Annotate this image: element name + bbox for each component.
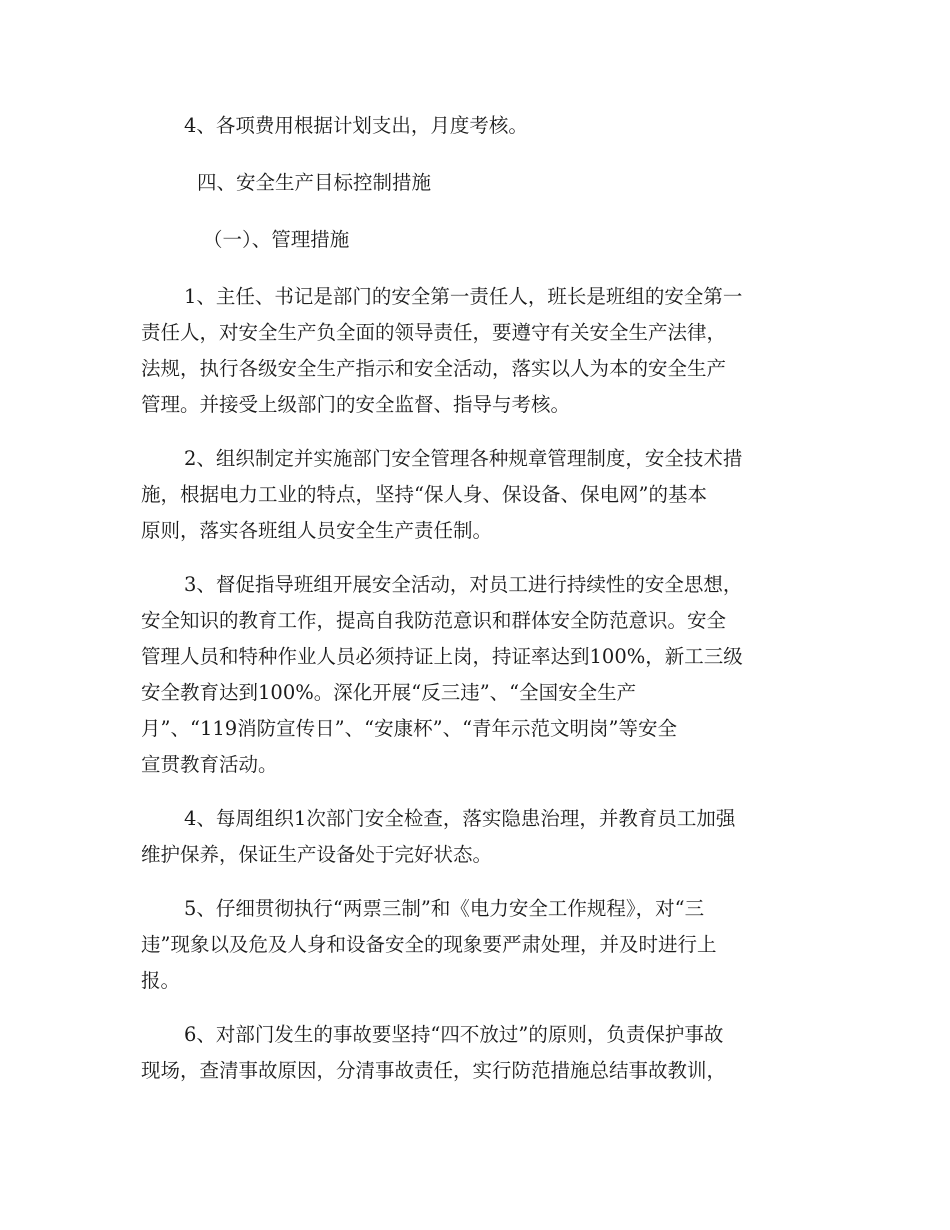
paragraph-3: [141, 567, 809, 783]
paragraph-line: 违”现象以及危及人身和设备安全的现象要严肃处理，并及时进行上: [141, 933, 717, 956]
paragraph-line: 4、每周组织1次部门安全检查，落实隐患治理，并教育员工加强: [184, 807, 736, 830]
paragraph-fees-line: 4、各项费用根据计划支出，月度考核。: [184, 114, 528, 137]
paragraph-line: 2、组织制定并实施部门安全管理各种规章管理制度，安全技术措: [184, 447, 743, 470]
subsection-heading-management: （一）、管理措施: [203, 228, 350, 251]
paragraph-line: 原则，落实各班组人员安全生产责任制。: [141, 519, 493, 542]
paragraph-line: 宣贯教育活动。: [141, 753, 278, 776]
paragraph-6: [141, 1017, 809, 1089]
paragraph-line: 施，根据电力工业的特点，坚持“保人身、保设备、保电网”的基本: [141, 483, 707, 506]
section-heading-four: 四、安全生产目标控制措施: [197, 171, 432, 194]
paragraph-line: 安全知识的教育工作，提高自我防范意识和群体安全防范意识。安全: [141, 609, 727, 632]
paragraph-line: 6、对部门发生的事故要坚持“四不放过”的原则，负责保护事故: [184, 1023, 724, 1046]
paragraph-line: 管理人员和特种作业人员必须持证上岗，持证率达到100%，新工三级: [141, 645, 743, 668]
paragraph-line: 现场，查清事故原因，分清事故责任，实行防范措施总结事故教训，: [141, 1059, 727, 1082]
paragraph-line: 管理。并接受上级部门的安全监督、指导与考核。: [141, 393, 571, 416]
paragraph-line: 月”、“119消防宣传日”、“安康杯”、“青年示范文明岗”等安全: [141, 717, 678, 740]
paragraph-line: 责任人，对安全生产负全面的领导责任，要遵守有关安全生产法律，: [141, 321, 727, 344]
paragraph-line: 3、督促指导班组开展安全活动，对员工进行持续性的安全思想，: [184, 573, 743, 596]
paragraph-line: 1、主任、书记是部门的安全第一责任人，班长是班组的安全第一: [184, 285, 743, 308]
paragraph-4: [141, 801, 809, 873]
paragraph-1: [141, 279, 809, 423]
paragraph-line: 安全教育达到100%。深化开展“反三违”、“全国安全生产: [141, 681, 637, 704]
paragraph-line: 法规，执行各级安全生产指示和安全活动，落实以人为本的安全生产: [141, 357, 727, 380]
paragraph-5: [141, 891, 809, 999]
paragraph-2: [141, 441, 809, 549]
paragraph-line: 报。: [141, 969, 181, 992]
document-body: [141, 108, 809, 1089]
paragraph-line: 5、仔细贯彻执行“两票三制”和《电力安全工作规程》，对“三: [184, 897, 705, 920]
paragraph-line: 维护保养，保证生产设备处于完好状态。: [141, 843, 493, 866]
